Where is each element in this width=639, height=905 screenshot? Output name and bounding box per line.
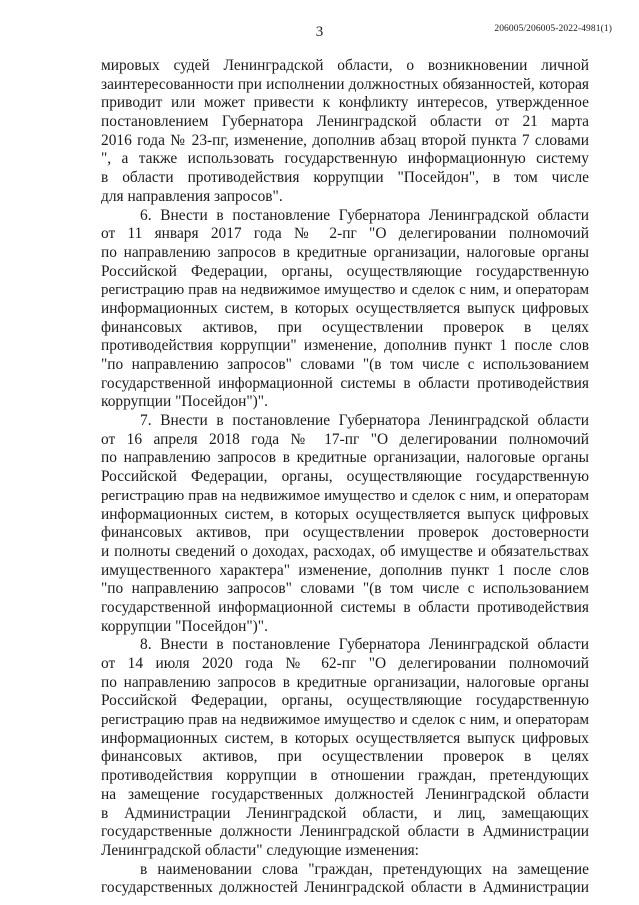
text-line: информационных систем, в которых осуществляется выпуск цифровых — [101, 505, 589, 523]
document-id: 206005/206005-2022-4981(1) — [494, 24, 612, 34]
body-text — [101, 57, 589, 898]
text-line: финансовых активов, при осуществлении проверок в целях — [101, 748, 589, 766]
page-number: 3 — [315, 24, 324, 40]
text-line: постановлением Губернатора Ленинградской области от 21 марта — [101, 113, 589, 131]
text-line: по направлению запросов в кредитные организации, налоговые органы — [101, 449, 589, 467]
text-line: государственные должности Ленинградской области в Администрации — [101, 823, 589, 841]
text-line: коррупции "Посейдон")". — [101, 617, 268, 635]
text-line: от 16 апреля 2018 года № 17-пг "О делегировании полномочий — [101, 430, 589, 448]
text-line: в области противодействия коррупции "Посейдон", в том числе — [101, 169, 589, 187]
paragraph-continuation — [101, 57, 589, 207]
text-line: по направлению запросов в кредитные организации, налоговые органы — [101, 243, 589, 261]
text-line: государственных должностей Ленинградской области в Администрации — [101, 879, 589, 897]
text-line: регистрацию прав на недвижимое имущество и сделок с ним, и операторам — [101, 712, 589, 729]
text-line: коррупции "Посейдон")". — [101, 393, 268, 411]
text-line: финансовых активов, при осуществлении проверок достоверности — [101, 524, 589, 542]
text-line: противодействия коррупции в отношении граждан, претендующих — [101, 767, 589, 785]
text-line: финансовых активов, при осуществлении проверок в целях — [101, 318, 589, 336]
text-line: противодействия коррупции" изменение, дополнив пункт 1 после слов — [101, 337, 589, 355]
text-line: Российской Федерации, органы, осуществляющие государственную — [101, 692, 589, 710]
text-line: по направлению запросов в кредитные организации, налоговые органы — [101, 673, 589, 691]
paragraph-item-8 — [101, 636, 589, 860]
text-line: в Администрации Ленинградской области, и лиц, замещающих — [101, 804, 589, 822]
text-line: имущественного характера" изменение, дополнив пункт 1 после слов — [101, 561, 589, 579]
paragraph-item-6 — [101, 207, 589, 413]
text-line: от 11 января 2017 года № 2-пг "О делегировании полномочий — [101, 225, 589, 243]
text-line: Ленинградской области" следующие изменения: — [101, 841, 419, 859]
paragraph-item-7 — [101, 412, 589, 636]
text-line: заинтересованности при исполнении должностных обязанностей, которая — [101, 75, 589, 93]
text-line: 6. Внести в постановление Губернатора Ленинградской области — [140, 206, 589, 224]
text-line: регистрацию прав на недвижимое имущество и сделок с ним, и операторам — [101, 487, 589, 504]
text-line: государственной информационной системы в области противодействия — [101, 374, 589, 392]
text-line: приводит или может привести к конфликту интересов, утвержденное — [101, 94, 589, 112]
text-line: "по направлению запросов" словами "(в том числе с использованием — [101, 356, 589, 373]
text-line: 8. Внести в постановление Губернатора Ленинградской области — [140, 636, 589, 654]
text-line: 7. Внести в постановление Губернатора Ленинградской области — [140, 412, 589, 430]
text-line: информационных систем, в которых осуществляется выпуск цифровых — [101, 299, 589, 317]
text-line: для направления запросов". — [101, 187, 283, 205]
text-line: регистрацию прав на недвижимое имущество и сделок с ним, и операторам — [101, 282, 589, 299]
text-line: Российской Федерации, органы, осуществляющие государственную — [101, 468, 589, 486]
text-line: на замещение государственных должностей Ленинградской области — [101, 785, 589, 803]
text-line: от 14 июля 2020 года № 62-пг "О делегировании полномочий — [101, 655, 589, 672]
text-line: и полноты сведений о доходах, расходах, об имуществе и обязательствах — [101, 542, 589, 560]
text-line: "по направлению запросов" словами "(в том числе с использованием — [101, 580, 589, 598]
text-line: информационных систем, в которых осуществляется выпуск цифровых — [101, 729, 589, 747]
text-line: государственной информационной системы в области противодействия — [101, 598, 589, 616]
text-line: 2016 года № 23-пг, изменение, дополнив абзац второй пункта 7 словами — [101, 131, 589, 149]
text-line: в наименовании слова "граждан, претендующих на замещение — [140, 860, 589, 878]
text-line: мировых судей Ленинградской области, о возникновении личной — [101, 57, 589, 74]
text-line: ", а также использовать государственную информационную систему — [101, 150, 589, 168]
text-line: Российской Федерации, органы, осуществляющие государственную — [101, 262, 589, 280]
paragraph-subitem — [101, 861, 589, 898]
